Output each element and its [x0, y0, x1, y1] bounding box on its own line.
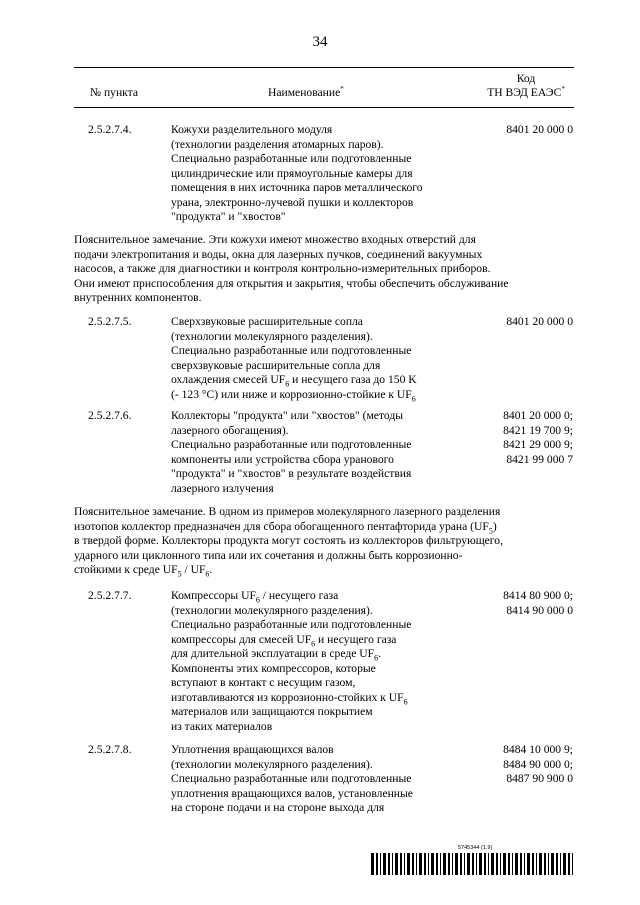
header-code-label: Код ТН ВЭД ЕАЭС* [487, 72, 565, 99]
barcode-icon [371, 853, 573, 875]
document-stamp: 5745344 (1.9) [458, 845, 493, 851]
item-codes: 8401 20 000 0 [506, 123, 573, 136]
item-description: Сверхзвуковые расширительные сопла (технологии молекулярного разделения). Специально разработанные или подготовленные сверхзвуковые расширительные сопла для охлаждения смесей $UF_6$ и несущего газа до 150 K (- 123 °С) или ниже и коррозионно-стойкие к $UF_6$ [171, 315, 417, 403]
header-name-label: Наименование* [268, 85, 344, 99]
item-codes: 8414 80 900 0; 8414 90 000 0 [503, 589, 573, 617]
header-top-rule [74, 67, 574, 68]
item-description: Компрессоры $UF_6$ / несущего газа (технологии молекулярного разделения). Специально разработанные или подготовленные компрессоры для смесей $UF_6$ и несущего газа для длительной эксплуатации в среде $UF_6$. Компоненты этих компрессоров, которые вступают в контакт с несущим газом, изготавливаются из коррозионно-стойких к $UF_6$ материалов или защищаются покрытием из таких материалов [171, 589, 412, 733]
item-description: Уплотнения вращающихся валов (технологии молекулярного разделения). Специально разработанные или подготовленные уплотнения вращающихся валов, установленные на стороне подачи и на стороне выхода для [171, 743, 413, 814]
item-number: 2.5.2.7.6. [88, 409, 132, 422]
header-number-label: № пункта [90, 86, 138, 99]
item-description: Коллекторы "продукта" или "хвостов" (методы лазерного обогащения). Специально разработанные или подготовленные компоненты или устройства сбора уранового "продукта" и "хвостов" в результате воздействия лазерного излучения [171, 409, 412, 495]
item-codes: 8401 20 000 0 [506, 315, 573, 328]
header-bottom-rule [74, 107, 574, 108]
item-number: 2.5.2.7.4. [88, 123, 132, 136]
item-description: Кожухи разделительного модуля (технологии разделения атомарных паров). Специально разработанные или подготовленные цилиндрические или прямоугольные камеры для помещения в них источника паров металлического урана, электронно-лучевой пушки и коллекторов "продукта" и "хвостов" [171, 123, 423, 223]
explanatory-note: Пояснительное замечание. Эти кожухи имеют множество входных отверстий для подачи электропитания и воды, окна для лазерных пучков, соединений вакуумных насосов, а также для диагностики и контроля контрольно-измерительных приборов. Они имеют приспособления для открытия и закрытия, чтобы обеспечить обслуживание внутренних компонентов. [74, 233, 509, 304]
item-number: 2.5.2.7.7. [88, 589, 132, 602]
item-number: 2.5.2.7.8. [88, 743, 132, 756]
explanatory-note: Пояснительное замечание. В одном из примеров молекулярного лазерного разделения изотопов коллектор предназначен для сбора обогащенного пентафторида урана $(UF_5)$ в твердой форме. Коллекторы продукта могут состоять из коллекторов фильтрующего, ударного или циклонного типа или их сочетания и должны быть коррозионно- стойкими к среде $UF_5 / UF_6$. [74, 505, 503, 579]
item-number: 2.5.2.7.5. [88, 315, 132, 328]
item-codes: 8484 10 000 9; 8484 90 000 0; 8487 90 900 0 [503, 743, 573, 785]
item-codes: 8401 20 000 0; 8421 19 700 9; 8421 29 000 9; 8421 99 000 7 [503, 409, 573, 466]
page-number: 34 [312, 34, 328, 50]
